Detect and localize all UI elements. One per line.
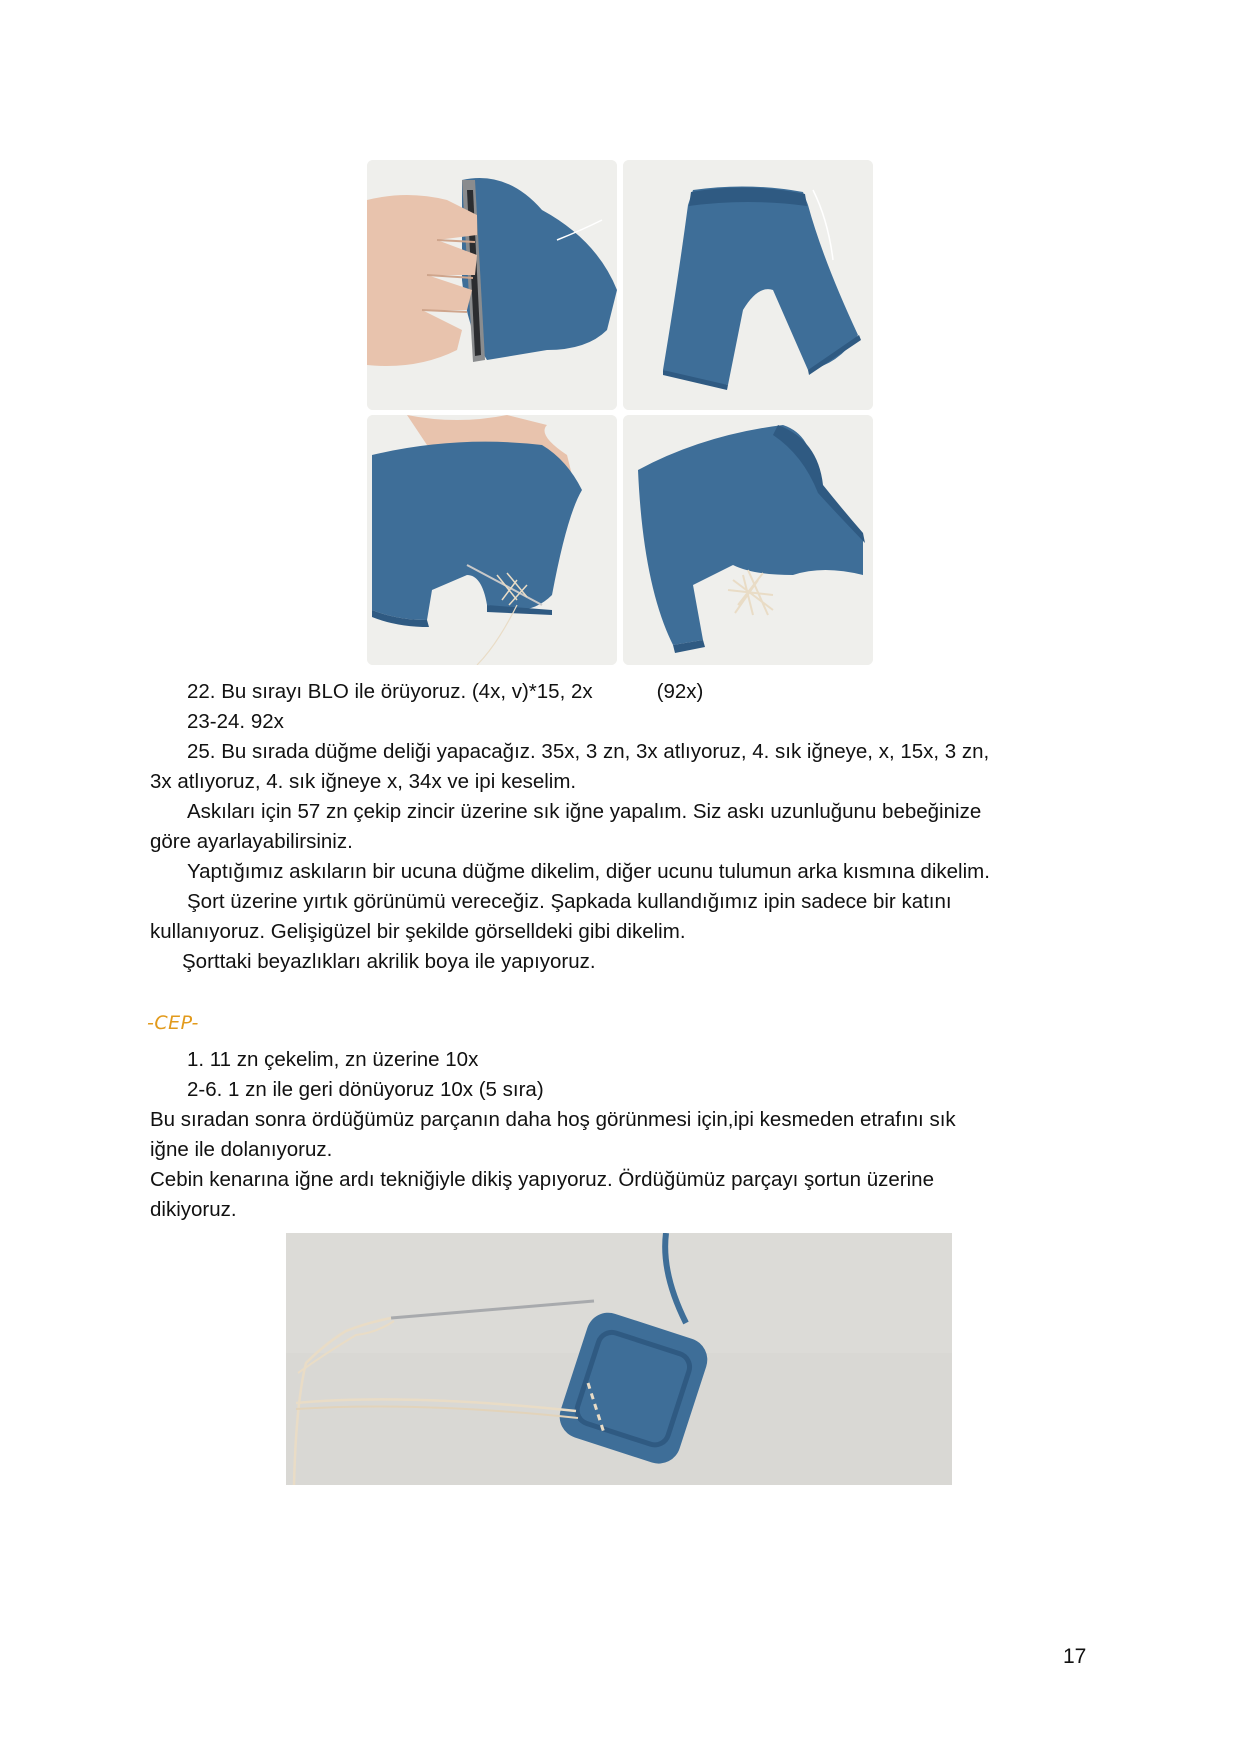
step-22 [187, 677, 703, 707]
step-23-24: 23-24. 92x [187, 710, 284, 733]
straps-line-1: Askıları için 57 zn çekip zincir üzerine sık iğne yapalım. Siz askı uzunluğunu bebeğinize [187, 800, 982, 823]
step-25-line-1: 25. Bu sırada düğme deliği yapacağız. 35x, 3 zn, 3x atlıyoruz, 4. sık iğneye, x, 15x, 3 zn, [187, 740, 990, 763]
pocket-rows-2-6: 2-6. 1 zn ile geri dönüyoruz 10x (5 sıra) [187, 1078, 544, 1101]
button-line: Yaptığımız askıların bir ucuna düğme dikelim, diğer ucunu tulumun arka kısmına dikelim. [187, 860, 990, 883]
finished-shorts-illustration [623, 160, 873, 410]
step-22-text: 22. Bu sırayı BLO ile örüyoruz. (4x, v)*15, 2x [187, 680, 593, 703]
finished-shorts-photo [623, 160, 873, 410]
step-22-total: (92x) [656, 680, 704, 703]
straps-line-2: göre ayarlayabilirsiniz. [150, 830, 353, 853]
pocket-sew-line-2: dikiyoruz. [150, 1198, 237, 1221]
rip-line-1: Şort üzerine yırtık görünümü vereceğiz. Şapkada kullandığımız ipin sadece bir katını [187, 890, 952, 913]
rip-detail-illustration [623, 415, 873, 665]
pocket-section-title: -CEP- [147, 1012, 199, 1034]
pocket-edge-line-2: iğne ile dolanıyoruz. [150, 1138, 333, 1161]
sewing-rip-illustration [367, 415, 617, 665]
pocket-with-needle-photo [286, 1233, 952, 1485]
shorts-sewing-rip-photo [367, 415, 617, 665]
shorts-rip-detail-photo [623, 415, 873, 665]
paint-line: Şorttaki beyazlıkları akrilik boya ile yapıyoruz. [182, 950, 596, 973]
page-number: 17 [1063, 1645, 1087, 1668]
pocket-sew-line-1: Cebin kenarına iğne ardı tekniğiyle dikiş yapıyoruz. Ördüğümüz parçayı şortun üzerine [150, 1168, 934, 1191]
step-25-line-2: 3x atlıyoruz, 4. sık iğneye x, 34x ve ipi keselim. [150, 770, 577, 793]
pocket-edge-line-1: Bu sıradan sonra ördüğümüz parçanın daha hoş görünmesi için,ipi kesmeden etrafını sık [150, 1108, 956, 1131]
pocket-needle-illustration [286, 1233, 952, 1485]
shorts-waistband-illustration [367, 160, 617, 410]
pocket-row-1: 1. 11 zn çekelim, zn üzerine 10x [187, 1048, 479, 1071]
shorts-waistband-photo [367, 160, 617, 410]
rip-line-2: kullanıyoruz. Gelişigüzel bir şekilde görselldeki gibi dikelim. [150, 920, 686, 943]
